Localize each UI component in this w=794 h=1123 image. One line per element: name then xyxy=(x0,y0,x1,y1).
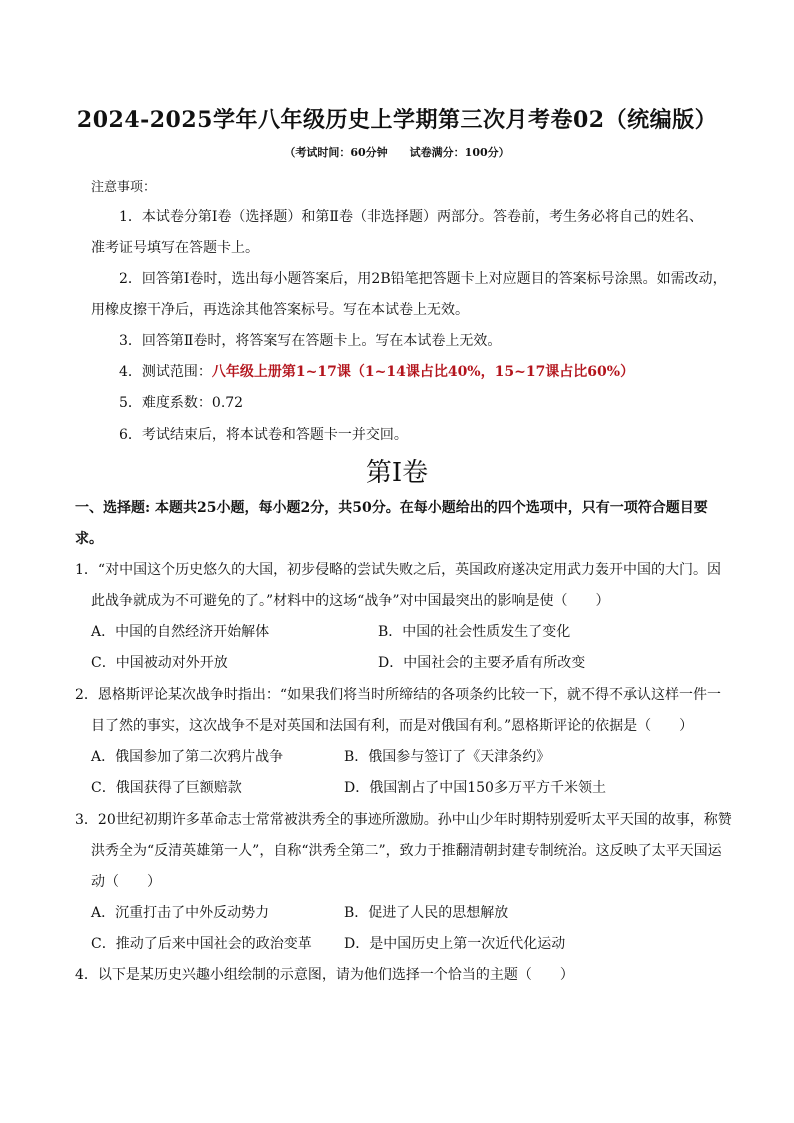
question-3-line-1: 3．20世纪初期许多革命志士常常被洪秀全的事迹所激励。孙中山少年时期特别爱听太平天国的故事，称赞 xyxy=(75,812,732,828)
question-1-option-b: B．中国的社会性质发生了变化 xyxy=(378,624,571,640)
question-2-line-1: 2．恩格斯评论某次战争时指出：“如果我们将当时所缔结的各项条约比较一下，就不得不承认这样一件一 xyxy=(75,687,722,703)
question-1-line-1: 1．“对中国这个历史悠久的大国，初步侵略的尝试失败之后，英国政府遂决定用武力轰开中国的大门。因 xyxy=(75,562,722,578)
question-1-option-d: D．中国社会的主要矛盾有所改变 xyxy=(378,655,586,671)
question-3-option-d: D．是中国历史上第一次近代化运动 xyxy=(344,936,566,952)
question-1-option-c: C．中国被动对外开放 xyxy=(91,655,228,671)
note-2-line-2: 用橡皮擦干净后，再选涂其他答案标号。写在本试卷上无效。 xyxy=(91,302,469,318)
exam-subtitle: （考试时间：60分钟 试卷满分：100分） xyxy=(284,146,510,159)
question-2-option-b: B．俄国参与签订了《天津条约》 xyxy=(344,749,551,765)
note-3: 3．回答第Ⅱ卷时，将答案写在答题卡上。写在本试卷上无效。 xyxy=(119,333,502,349)
section-intro-text: : 本题共25小题，每小题2分，共50分。在每小题给出的四个选项中，只有一项符合题目要 xyxy=(145,500,708,516)
question-1-option-a: A．中国的自然经济开始解体 xyxy=(91,624,270,640)
note-4-prefix: 4．测试范围： xyxy=(119,364,212,380)
note-6: 6．考试结束后，将本试卷和答题卡一并交回。 xyxy=(119,427,408,443)
section-intro-line-2: 求。 xyxy=(75,531,103,547)
notes-heading: 注意事项： xyxy=(91,180,157,195)
note-4-scope: 八年级上册第1~17课（1~14课占比40%，15~17课占比60%） xyxy=(211,364,635,380)
note-4 xyxy=(119,361,634,381)
question-3-line-3: 动（ ） xyxy=(91,874,161,890)
note-1-line-2: 准考证号填写在答题卡上。 xyxy=(91,240,259,256)
question-4: 4．以下是某历史兴趣小组绘制的示意图，请为他们选择一个恰当的主题（ ） xyxy=(75,967,574,983)
section-title: 第Ⅰ卷 xyxy=(365,458,429,488)
question-2-option-a: A．俄国参加了第二次鸦片战争 xyxy=(91,749,284,765)
question-3-option-c: C．推动了后来中国社会的政治变革 xyxy=(91,936,312,952)
question-3-line-2: 洪秀全为“反清英雄第一人”，自称“洪秀全第二”，致力于推翻清朝封建专制统治。这反映了太平天国运 xyxy=(91,843,722,859)
question-1-line-2: 此战争就成为不可避免的了。”材料中的这场“战争”对中国最突出的影响是使（ ） xyxy=(91,593,610,609)
note-2-line-1: 2．回答第Ⅰ卷时，选出每小题答案后，用2B铅笔把答题卡上对应题目的答案标号涂黑。如需改动， xyxy=(119,271,727,287)
note-1-line-1: 1．本试卷分第Ⅰ卷（选择题）和第Ⅱ卷（非选择题）两部分。答卷前，考生务必将自己的姓名、 xyxy=(119,209,703,225)
question-2-line-2: 目了然的事实，这次战争不是对英国和法国有利，而是对俄国有利。”恩格斯评论的依据是（ ） xyxy=(91,718,694,734)
question-2-option-d: D．俄国割占了中国150多万平方千米领土 xyxy=(344,780,606,796)
exam-title: 2024-2025学年八年级历史上学期第三次月考卷02（统编版） xyxy=(76,107,718,133)
question-3-option-a: A．沉重打击了中外反动势力 xyxy=(91,905,270,921)
question-2-option-c: C．俄国获得了巨额赔款 xyxy=(91,780,242,796)
note-5: 5．难度系数：0.72 xyxy=(119,395,244,411)
section-intro-line-1 xyxy=(75,497,708,517)
question-3-option-b: B．促进了人民的思想解放 xyxy=(344,905,509,921)
section-intro-prefix: 一、选择题 xyxy=(75,500,145,516)
